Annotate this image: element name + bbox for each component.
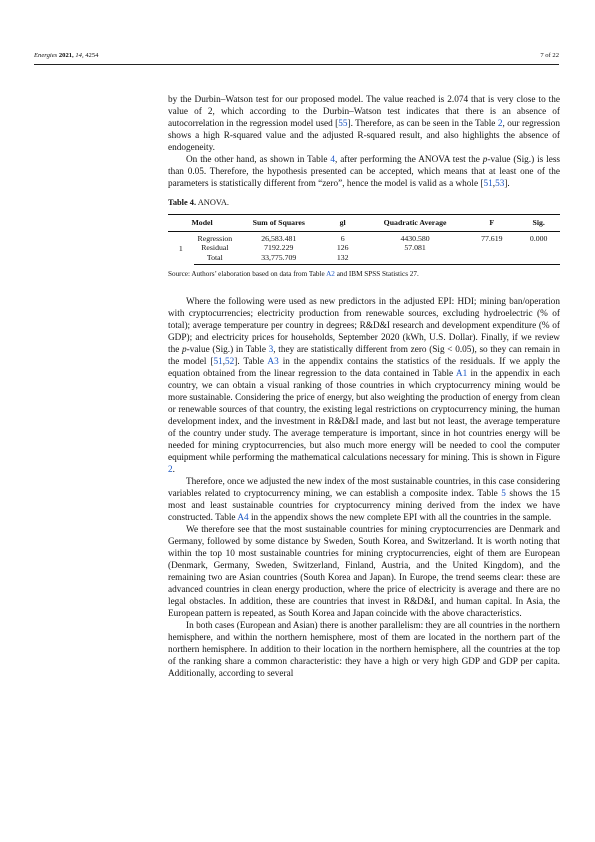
row-name: Residual <box>201 243 229 253</box>
text-run: in the appendix shows the new complete EPI with all the countries in the sample. <box>248 513 552 524</box>
text-run: ]. Table <box>234 357 268 368</box>
cell-sig <box>517 243 560 253</box>
reference-link[interactable]: 2 <box>497 119 503 129</box>
table-row <box>168 231 560 243</box>
cell-quadratic-average: 4430.580 <box>400 233 430 243</box>
paragraph <box>168 476 560 524</box>
reference-link[interactable]: 3 <box>268 345 274 356</box>
paragraph <box>168 296 560 476</box>
table-source-note: Source: Authors’ elaboration based on data from Table A2 and IBM SPSS Statistics 27. <box>168 270 419 279</box>
cell-quadratic-average: 57.081 <box>404 243 426 253</box>
anova-table <box>168 214 560 265</box>
cell-gl: 6 <box>340 233 345 243</box>
text-run: We therefore see that the most sustainable countries for mining cryptocurrencies are Denmark and Germany, followed by some distance by Sweden, South Korea, and Switzerland. It is worth noting that within the top 10 most sustainable countries for mining cryptocurrencies, eight of them are European (Denmark, Germany, Sweden, Switzerland, Finland, Austria, and the United Kingdom), and the remaining two are Asian countries (South Korea and Japan). In Europe, the trend seems clear: these are advanced countries in clean energy production, where the price of electricity is average and there are no legal obstacles. In addition, these are countries that invest in R&D&I, and human capital. In Asia, the European pattern is repeated, as South Korea and Japan coincide with the above characteristics. <box>168 525 560 620</box>
page-number: 7 of 22 <box>540 52 559 59</box>
text-run: ]. <box>504 179 510 189</box>
table-row <box>168 253 560 265</box>
cell-sum-of-squares: 7192.229 <box>264 243 294 253</box>
text-run: Therefore, once we adjusted the new index of the most sustainable countries, in this case considering variables related to cryptocurrency mining, we can establish a composite index. Table <box>168 477 560 500</box>
cell-sum-of-squares: 33,775.709 <box>236 253 321 265</box>
reference-link[interactable]: 4 <box>330 155 335 165</box>
text-run: by the Durbin–Watson test for our proposed model. The value reached is 2.074 that is very close to the value of 2, which according to the Durbin–Watson test indicates that there is an absence of autocorrelation in the regression model used [ <box>168 95 560 129</box>
column-header-quadratic-average: Quadratic Average <box>364 215 466 232</box>
text-run: Where the following were used as new predictors in the adjusted EPI: HDI; mining ban/operation with cryptocurrencies; electricity production from renewable sources, excluding hydroelectric (% of total); average temperature per country in degrees; R&D&I research and development expenditure (% of GDP); and electricity prices for households, September 2020 (kWh, U.S. Dollar). Finally, if we review the <box>168 297 560 356</box>
cell-sum-of-squares: 26,583.481 <box>261 233 297 243</box>
text-run: , <box>492 179 496 189</box>
reference-link[interactable]: 52 <box>225 357 235 368</box>
column-header-gl: gl <box>321 215 364 232</box>
paragraph <box>168 94 560 154</box>
cell-sig: 0.000 <box>529 233 548 243</box>
column-header-f: F <box>466 215 517 232</box>
text-run: shows the 15 most and least sustainable countries for cryptocurrency mining derived from the index we have constructed. Table <box>168 489 560 524</box>
header-rule <box>34 64 559 65</box>
model-number: 1 <box>178 244 183 254</box>
reference-link[interactable]: 53 <box>495 179 505 189</box>
cell-f <box>466 243 517 253</box>
reference-link[interactable]: 51 <box>483 179 493 189</box>
text-run: -value (Sig.) is less than 0.05. Therefore, the hypothesis presented can be accepted, which means that at least one of the parameters is statistically different from “zero”, hence the model is valid as a whole [ <box>168 155 561 189</box>
paragraph <box>168 620 560 680</box>
column-header-sum-of-squares: Sum of Squares <box>236 215 321 232</box>
text-run: in the appendix contains the statistics of the residuals. If we apply the equation obtained from the linear regression to the data contained in Table <box>168 357 560 380</box>
reference-link[interactable]: A1 <box>455 369 468 380</box>
paragraph <box>168 524 560 620</box>
row-name: Total <box>194 253 237 265</box>
text-run: . <box>172 465 175 476</box>
text-run: , after performing the ANOVA test the <box>334 155 483 165</box>
journal-citation: Energies 2021, 14, 4254 <box>34 52 99 59</box>
text-run: , our regression shows a high R-squared value and the adjusted R-squared result, and also highlights the absence of endogeneity. <box>168 119 560 153</box>
cell-f: 77.619 <box>481 233 503 243</box>
text-run: , <box>222 357 226 368</box>
table-header-row <box>168 215 560 232</box>
column-header-sig: Sig. <box>517 215 560 232</box>
reference-link[interactable]: 5 <box>501 489 506 500</box>
text-run: On the other hand, as shown in Table <box>186 155 331 165</box>
text-run: in the appendix in each country, we can obtain a visual ranking of those countries in which cryptocurrency mining would be more sustainable. Considering the price of energy, but also weighting the production of energy from clean or renewable sources of that country, the existing legal restrictions on cryptocurrency mining, the human development index, and the investment in R&D&I made, and last but not least, the average temperature of the country under study. The average temperature is important, since in hot countries energy will be needed for mining cryptocurrencies, but also much more energy will be needed to cool the computer equipment while performing the mathematical calculations necessary for mining. This is shown in Figure <box>168 369 561 464</box>
paragraph <box>168 154 560 190</box>
reference-link[interactable]: 55 <box>338 119 348 129</box>
cell-quadratic-average <box>364 253 466 265</box>
page-body <box>168 94 560 680</box>
table-row <box>168 243 560 253</box>
cell-f <box>466 253 517 265</box>
text-run: ]. Therefore, as can be seen in the Table <box>347 119 498 129</box>
text-run: In both cases (European and Asian) there is another parallelism: they are all countries in the northern hemisphere, and within the northern hemisphere, most of them are located in the northern part of the northern hemisphere. In addition to their location in the northern hemisphere, all the countries at the top of the ranking share a common characteristic: they have a high or very high GDP and GDP per capita. Additionally, according to several <box>168 621 560 680</box>
cell-gl: 132 <box>321 253 364 265</box>
reference-link[interactable]: 51 <box>213 357 223 368</box>
text-run: -value (Sig.) in Table <box>186 345 269 356</box>
table-link-a2[interactable]: A2 <box>326 270 335 279</box>
row-name: Regression <box>197 233 233 243</box>
italic-text: p <box>482 155 488 165</box>
cell-gl: 126 <box>336 243 349 253</box>
reference-link[interactable]: A3 <box>267 357 279 368</box>
text-run: , they are statistically different from zero (Sig < 0.05), so they can remain in the model [ <box>168 345 560 368</box>
table-caption: Table 4. ANOVA. <box>168 198 229 207</box>
cell-sig <box>517 253 560 265</box>
italic-text: p <box>181 345 187 356</box>
reference-link[interactable]: 2 <box>168 465 173 476</box>
column-header-model: Model <box>168 215 236 232</box>
reference-link[interactable]: A4 <box>237 513 249 524</box>
